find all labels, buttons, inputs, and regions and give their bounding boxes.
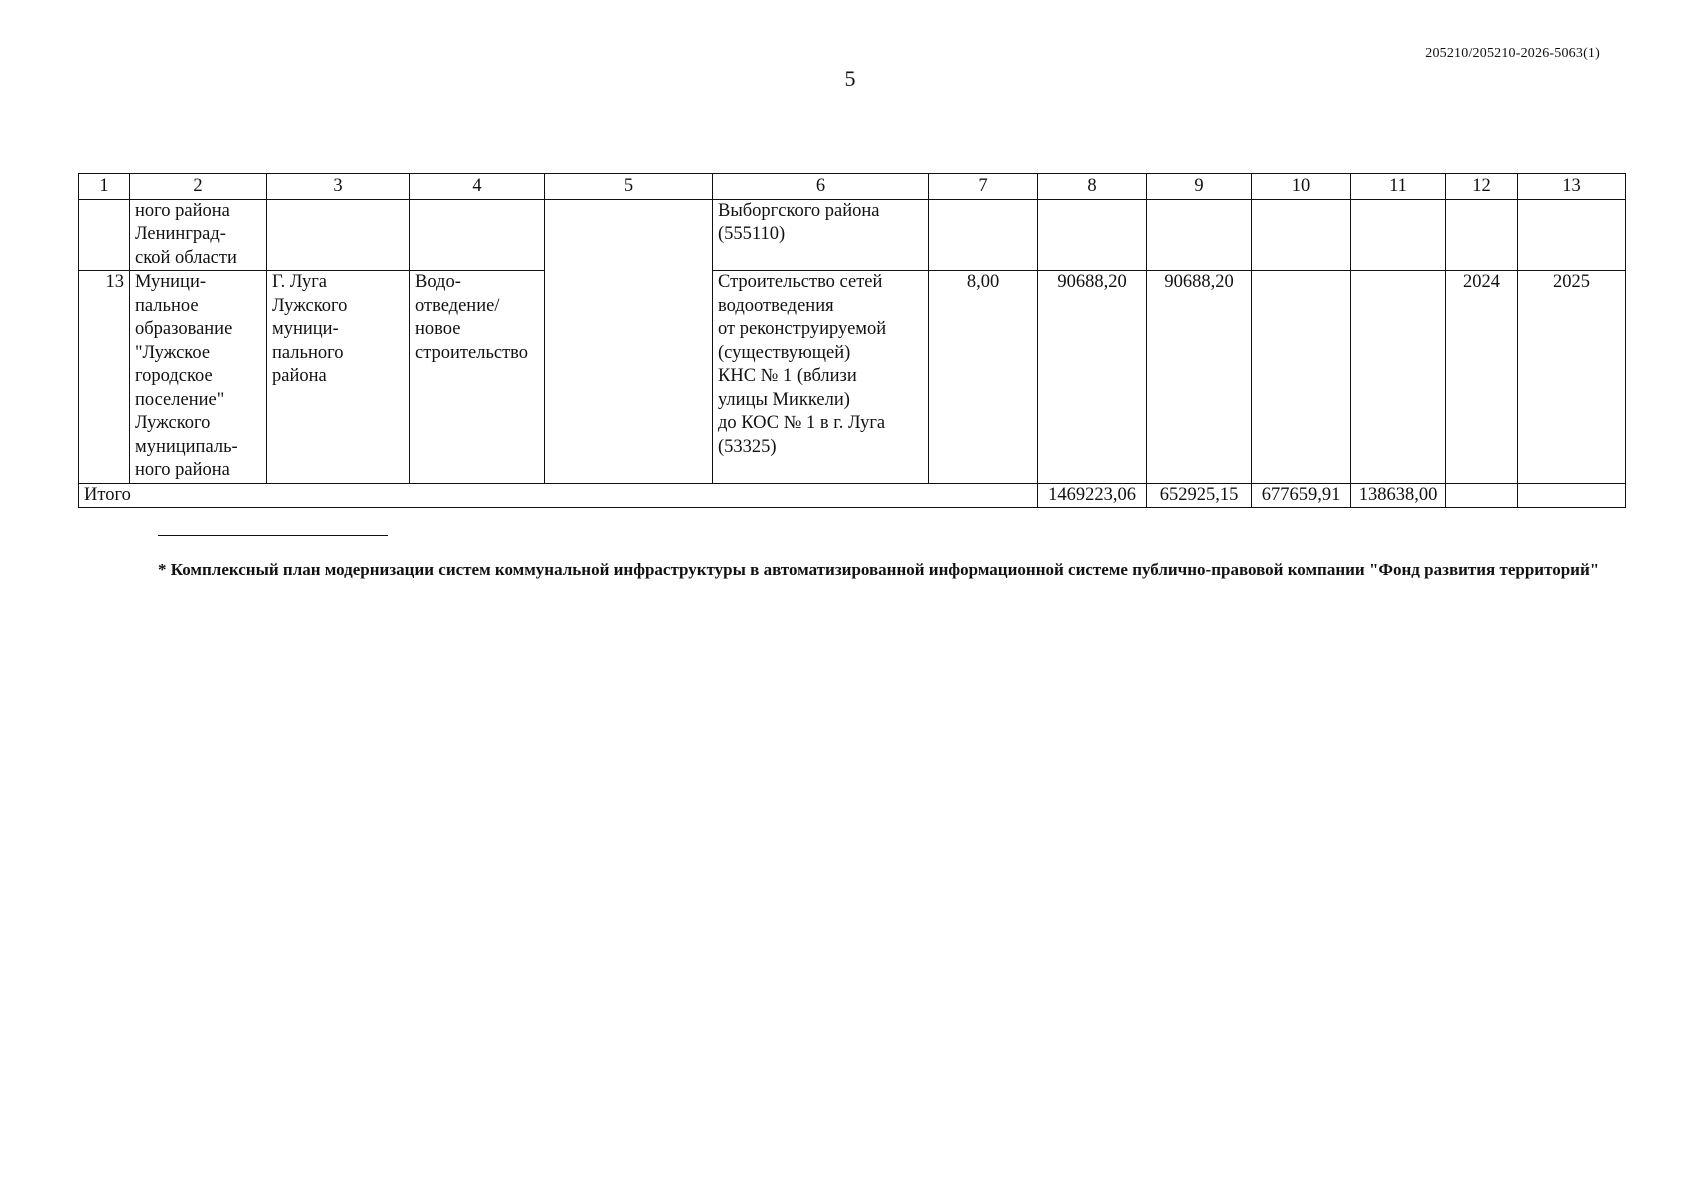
continuation-row bbox=[79, 199, 1626, 271]
empty-cell bbox=[410, 199, 545, 271]
total-cell-9: 652925,15 bbox=[1147, 483, 1252, 508]
column-number-cell: 4 bbox=[410, 174, 545, 200]
value-cell-8: 90688,20 bbox=[1038, 271, 1147, 484]
empty-cell bbox=[1147, 199, 1252, 271]
column-number-cell: 12 bbox=[1446, 174, 1518, 200]
column-number-row bbox=[79, 174, 1626, 200]
empty-cell bbox=[1446, 483, 1518, 508]
project-cell: Выборгского района (555110) bbox=[713, 199, 929, 271]
empty-cell bbox=[929, 199, 1038, 271]
column-number-cell: 6 bbox=[713, 174, 929, 200]
empty-cell bbox=[79, 199, 130, 271]
column-number-cell: 11 bbox=[1351, 174, 1446, 200]
page-number: 5 bbox=[844, 66, 856, 91]
column-number-cell: 8 bbox=[1038, 174, 1147, 200]
system-cell: Водо- отведение/ новое строительство bbox=[410, 271, 545, 484]
municipality-cell: Муници- пальное образование "Лужское городское поселение" Лужского муниципаль- ного района bbox=[130, 271, 267, 484]
column-number-cell: 13 bbox=[1518, 174, 1626, 200]
empty-cell bbox=[1252, 199, 1351, 271]
investment-table bbox=[78, 173, 1626, 508]
start-year-cell: 2024 bbox=[1446, 271, 1518, 484]
total-label-cell: Итого bbox=[79, 483, 1038, 508]
empty-cell bbox=[1446, 199, 1518, 271]
column-number-cell: 3 bbox=[267, 174, 410, 200]
column-5-merged-cell bbox=[545, 199, 713, 483]
value-cell-7: 8,00 bbox=[929, 271, 1038, 484]
empty-cell bbox=[1351, 271, 1446, 484]
column-number-cell: 1 bbox=[79, 174, 130, 200]
total-cell-11: 138638,00 bbox=[1351, 483, 1446, 508]
row-number-cell: 13 bbox=[79, 271, 130, 484]
municipality-cell: ного района Ленинград- ской области bbox=[130, 199, 267, 271]
document-id: 205210/205210-2026-5063(1) bbox=[1425, 46, 1600, 61]
empty-cell bbox=[1518, 483, 1626, 508]
footnote-divider bbox=[158, 535, 388, 536]
table-row bbox=[79, 271, 1626, 484]
total-cell-10: 677659,91 bbox=[1252, 483, 1351, 508]
empty-cell bbox=[1351, 199, 1446, 271]
total-cell-8: 1469223,06 bbox=[1038, 483, 1147, 508]
empty-cell bbox=[267, 199, 410, 271]
column-number-cell: 9 bbox=[1147, 174, 1252, 200]
value-cell-9: 90688,20 bbox=[1147, 271, 1252, 484]
column-number-cell: 2 bbox=[130, 174, 267, 200]
project-cell: Строительство сетей водоотведения от реконструируемой (существующей) КНС № 1 (вблизи улицы Миккели) до КОС № 1 в г. Луга (53325) bbox=[713, 271, 929, 484]
empty-cell bbox=[1252, 271, 1351, 484]
end-year-cell: 2025 bbox=[1518, 271, 1626, 484]
empty-cell bbox=[1038, 199, 1147, 271]
column-number-cell: 5 bbox=[545, 174, 713, 200]
locality-cell: Г. Луга Лужского муници- пального района bbox=[267, 271, 410, 484]
total-row bbox=[79, 483, 1626, 508]
column-number-cell: 10 bbox=[1252, 174, 1351, 200]
column-number-cell: 7 bbox=[929, 174, 1038, 200]
footnote-text: * Комплексный план модернизации систем коммунальной инфраструктуры в автоматизированной информационной системе публично-правовой компании "Фонд развития территорий" bbox=[158, 560, 1600, 579]
table-container bbox=[78, 173, 1626, 508]
empty-cell bbox=[1518, 199, 1626, 271]
